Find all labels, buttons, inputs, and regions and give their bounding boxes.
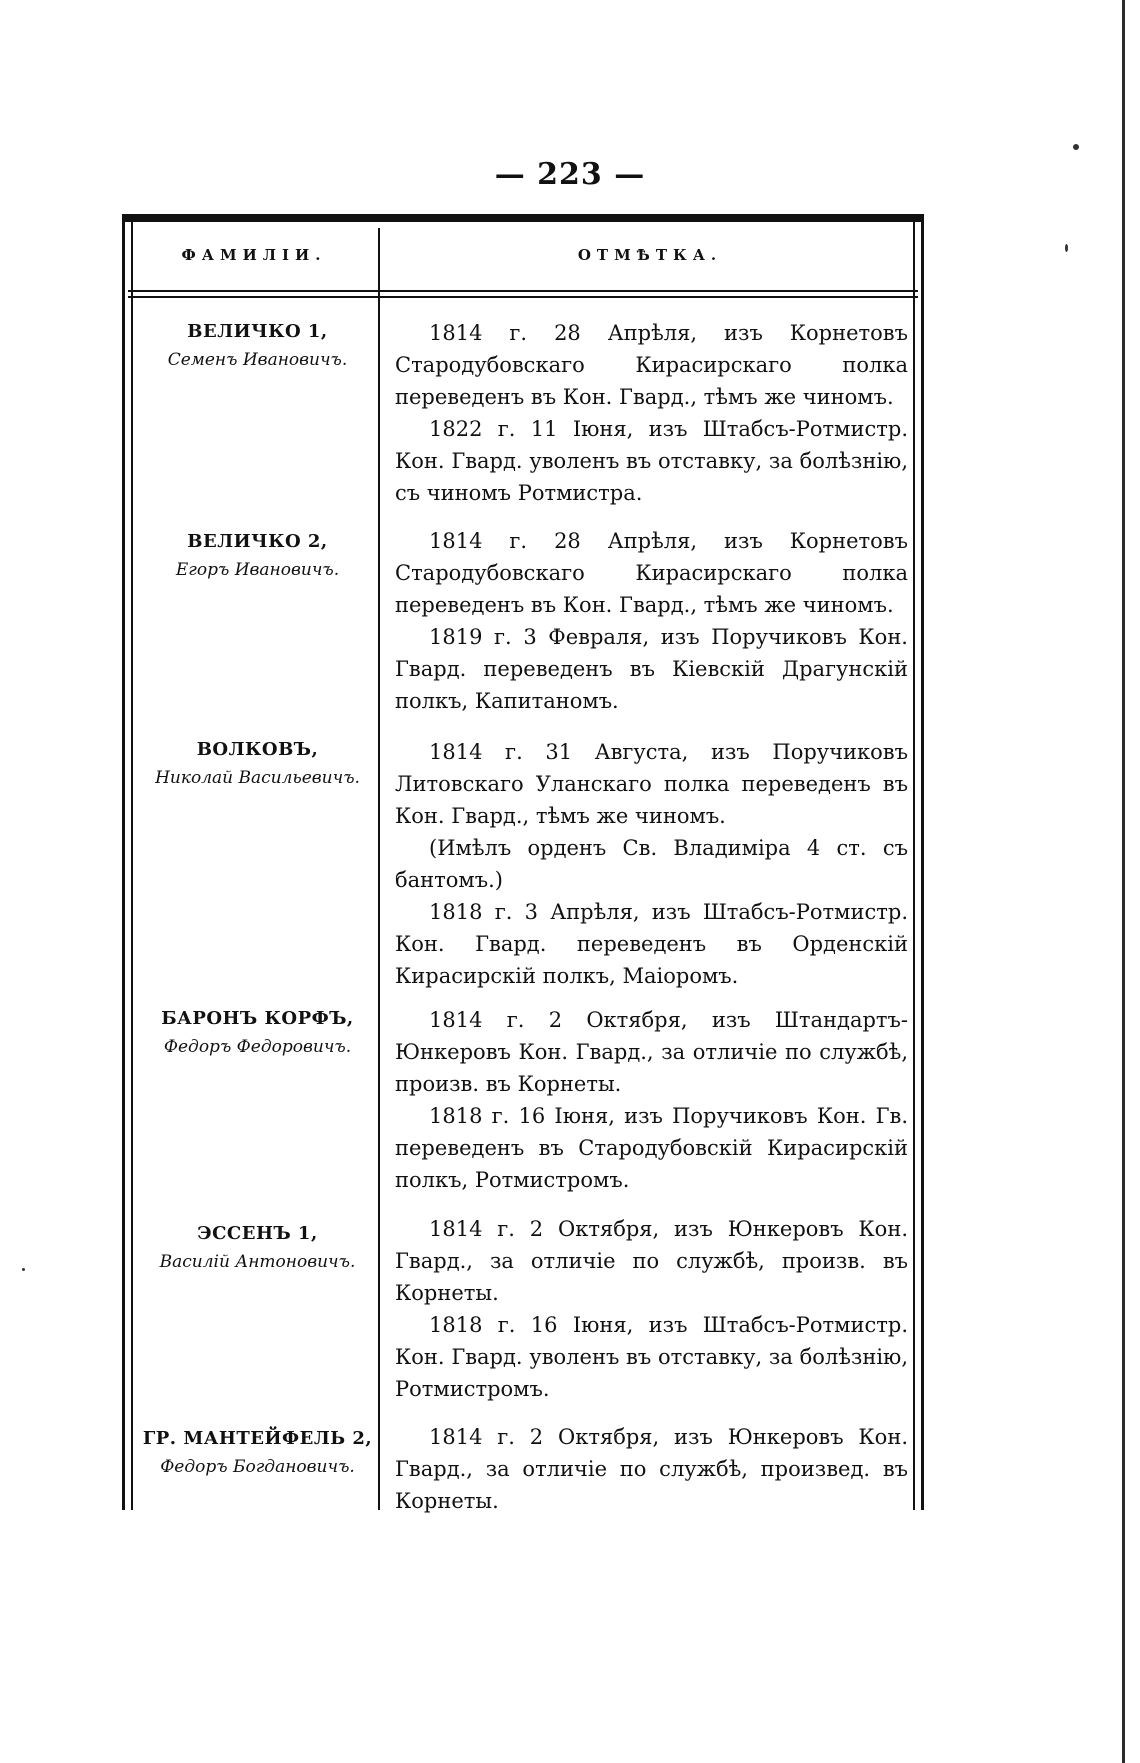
table-row-note xyxy=(395,1213,908,1405)
table-row-name xyxy=(140,1425,375,1481)
surname: ВЕЛИЧКО 1, xyxy=(187,321,328,342)
page-number: — 223 — xyxy=(494,157,646,192)
table-row-note xyxy=(395,1004,908,1196)
table-row-name xyxy=(140,318,375,374)
page-edge-line xyxy=(1122,0,1125,1763)
header-rule xyxy=(128,290,918,292)
note-paragraph: 1814 г. 28 Апрѣля, изъ Корнетовъ Стародубовскаго Кирасирскаго полка переведенъ въ Кон. Гвард., тѣмъ же чиномъ. xyxy=(395,529,908,617)
note-paragraph: 1818 г. 3 Апрѣля, изъ Штабсъ-Ротмистр. Кон. Гвард. переведенъ въ Орденскій Кирасирскій полкъ, Маіоромъ. xyxy=(395,900,908,988)
note-paragraph: 1818 г. 16 Іюня, изъ Штабсъ-Ротмистр. Кон. Гвард. уволенъ въ отставку, за болѣзнію, Ротмистромъ. xyxy=(395,1313,908,1401)
note-paragraph: 1818 г. 16 Іюня, изъ Поручиковъ Кон. Гв. переведенъ въ Стародубовскій Кирасирскій полкъ, Ротмистромъ. xyxy=(395,1104,908,1192)
surname: ЭССЕНЪ 1, xyxy=(197,1223,318,1244)
note-paragraph: 1814 г. 31 Августа, изъ Поручиковъ Литовскаго Уланскаго полка переведенъ въ Кон. Гвард., тѣмъ же чиномъ. xyxy=(395,740,908,828)
table-row-note xyxy=(395,525,908,717)
header-names: ФАМИЛІИ. xyxy=(181,246,327,264)
note-paragraph: (Имѣлъ орденъ Св. Владиміра 4 ст. съ бантомъ.) xyxy=(395,836,908,892)
table-row-name xyxy=(140,528,375,584)
table-row-name xyxy=(140,1220,375,1276)
note-paragraph: 1814 г. 2 Октября, изъ Юнкеровъ Кон. Гвард., за отличіе по службѣ, произвед. въ Корнеты. xyxy=(395,1425,908,1513)
given-name: Федоръ Федоровичъ. xyxy=(163,1037,352,1057)
given-name: Егоръ Ивановичъ. xyxy=(175,560,340,580)
note-paragraph: 1822 г. 11 Іюня, изъ Штабсъ-Ротмистр. Кон. Гвард. уволенъ въ отставку, за болѣзнію, съ чиномъ Ротмистра. xyxy=(395,417,908,505)
note-paragraph: 1814 г. 2 Октября, изъ Юнкеровъ Кон. Гвард., за отличіе по службѣ, произв. въ Корнеты. xyxy=(395,1217,908,1305)
header-notes: ОТМѢТКА. xyxy=(577,246,723,264)
column-divider xyxy=(378,228,380,1510)
header-rule xyxy=(128,296,918,298)
note-paragraph: 1814 г. 28 Апрѣля, изъ Корнетовъ Стародубовскаго Кирасирскаго полка переведенъ въ Кон. Гвард., тѣмъ же чиномъ. xyxy=(395,321,908,409)
given-name: Василій Антоновичъ. xyxy=(159,1252,356,1272)
note-paragraph: 1819 г. 3 Февраля, изъ Поручиковъ Кон. Гвард. переведенъ въ Кіевскій Драгунскій полкъ, Капитаномъ. xyxy=(395,625,908,713)
note-paragraph: 1814 г. 2 Октября, изъ Штандартъ-Юнкеровъ Кон. Гвард., за отличіе по службѣ, произв. въ Корнеты. xyxy=(395,1008,908,1096)
table-row-note xyxy=(395,736,908,992)
table-row-note xyxy=(395,317,908,509)
table-row-name xyxy=(140,1005,375,1061)
table-row-name xyxy=(140,736,375,792)
surname: ГР. МАНТЕЙФЕЛЬ 2, xyxy=(142,1428,373,1449)
print-speck xyxy=(1073,144,1079,150)
print-speck xyxy=(1065,244,1068,252)
given-name: Федоръ Богдановичъ. xyxy=(160,1457,355,1477)
surname: ВЕЛИЧКО 2, xyxy=(187,531,328,552)
given-name: Николай Васильевичъ. xyxy=(155,768,360,788)
given-name: Семенъ Ивановичъ. xyxy=(167,350,348,370)
surname: ВОЛКОВЪ, xyxy=(196,739,319,760)
table-row-note xyxy=(395,1421,908,1517)
print-speck xyxy=(22,1268,25,1271)
surname: БАРОНЪ КОРФЪ, xyxy=(161,1008,354,1029)
